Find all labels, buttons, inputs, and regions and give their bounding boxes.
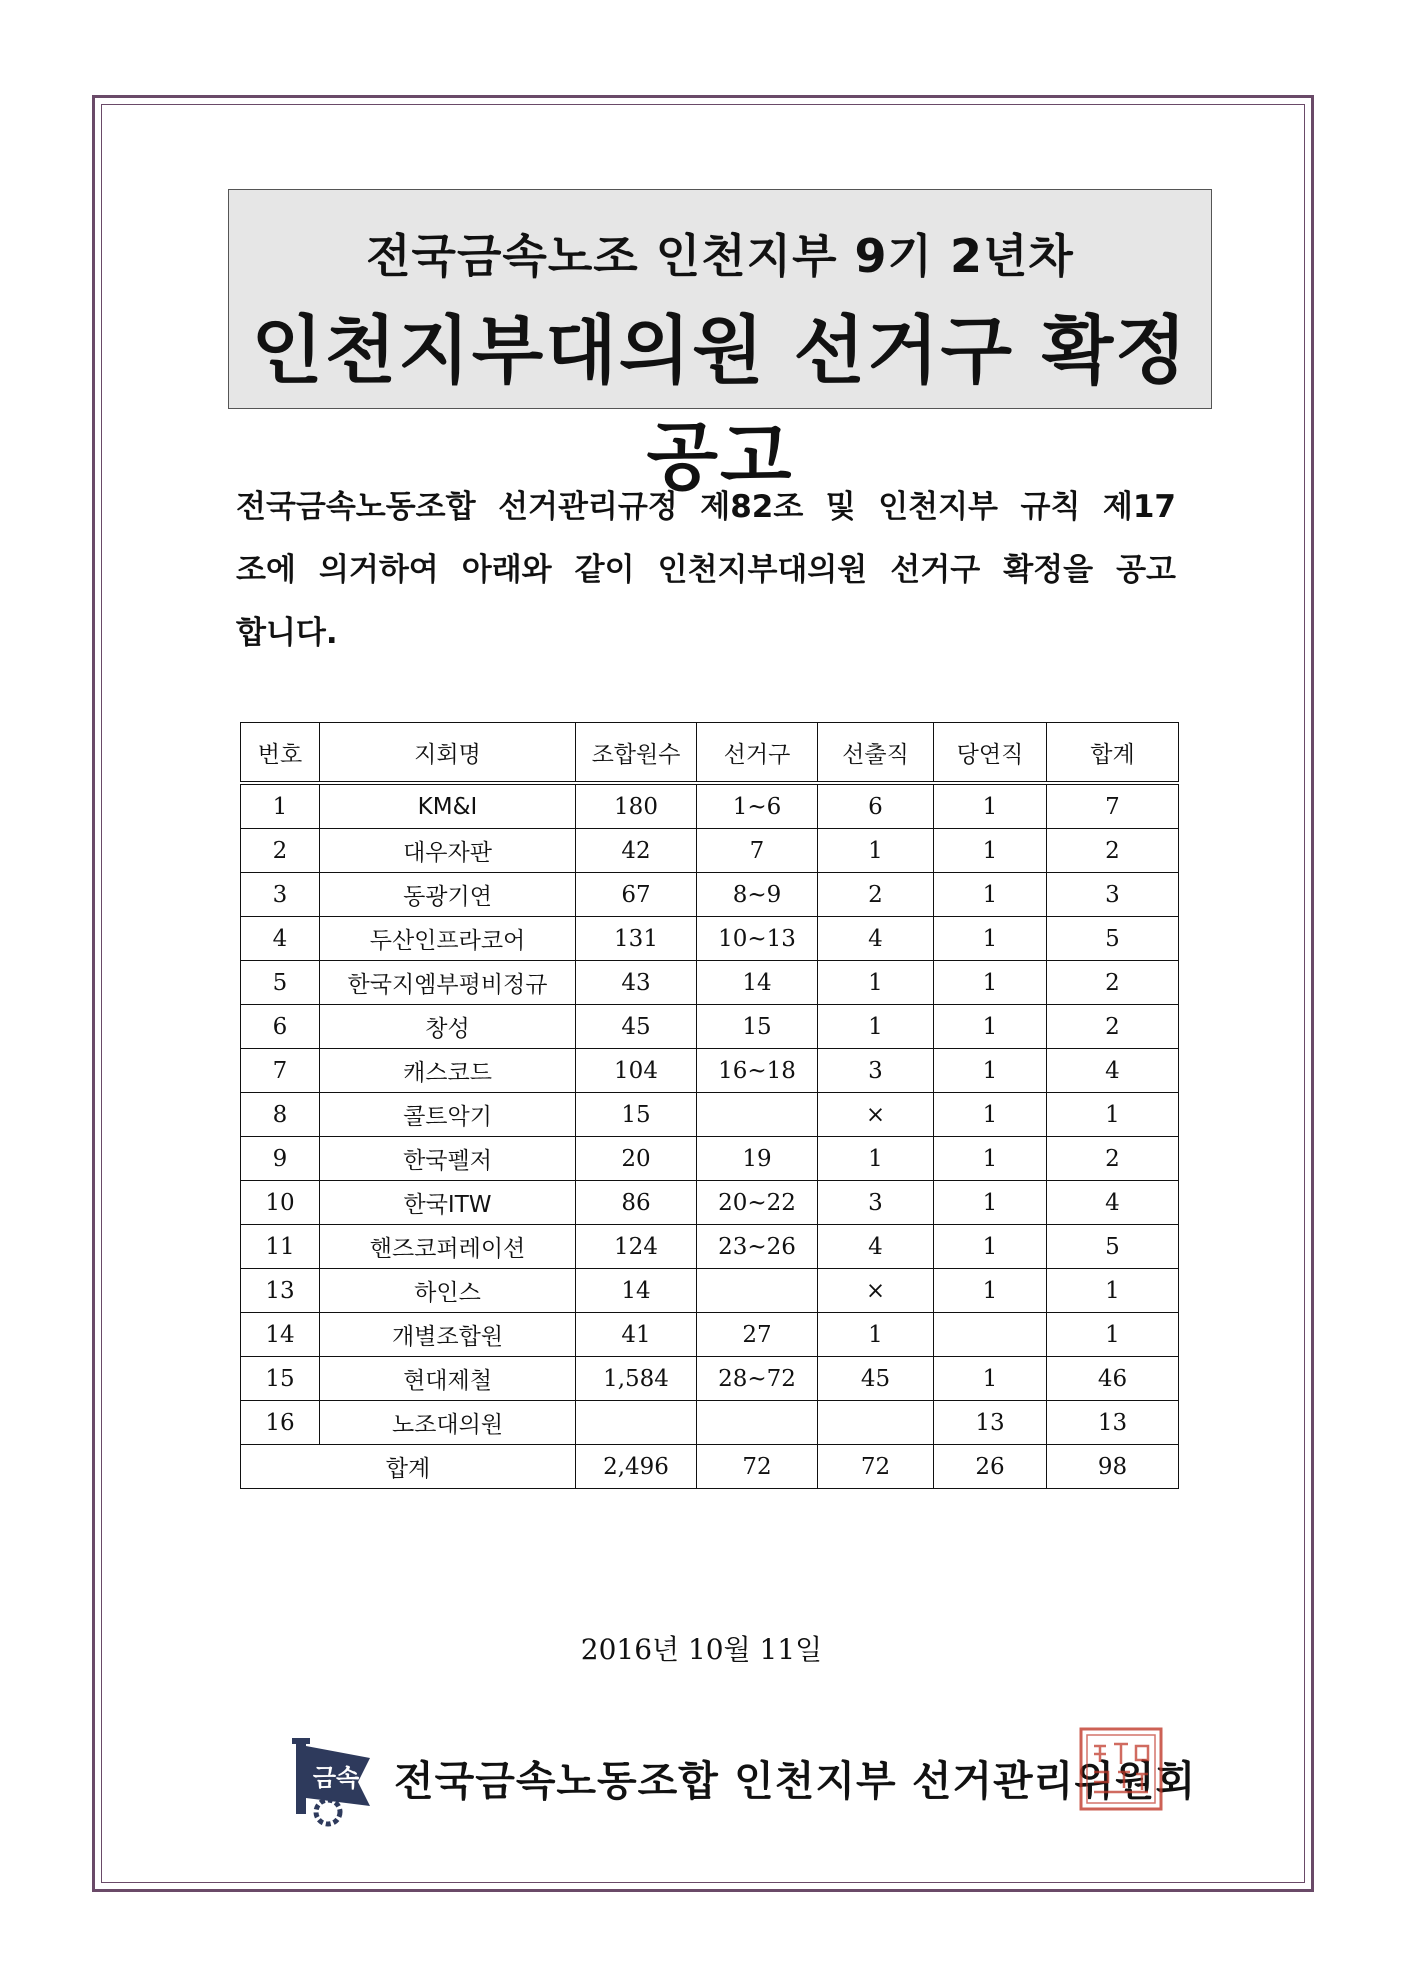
cell-total: 2 xyxy=(1047,1137,1179,1181)
cell-district: 23~26 xyxy=(697,1225,818,1269)
cell-elected: 1 xyxy=(818,1137,934,1181)
table-row xyxy=(241,783,1179,829)
cell-number: 13 xyxy=(241,1269,320,1313)
cell-total: 7 xyxy=(1047,783,1179,829)
cell-elected: 4 xyxy=(818,917,934,961)
table-row xyxy=(241,1401,1179,1445)
cell-ex-officio: 1 xyxy=(934,1005,1047,1049)
cell-elected: 1 xyxy=(818,1005,934,1049)
notice-line-3: 합니다. xyxy=(236,615,338,651)
district-table xyxy=(240,722,1179,1489)
cell-members: 20 xyxy=(576,1137,697,1181)
cell-branch-name: 핸즈코퍼레이션 xyxy=(320,1225,576,1269)
total-ex-officio: 26 xyxy=(934,1445,1047,1489)
title-line-2: 인천지부대의원 선거구 확정공고 xyxy=(251,308,1189,500)
cell-total: 2 xyxy=(1047,961,1179,1005)
table-row xyxy=(241,1357,1179,1401)
cell-branch-name: 창성 xyxy=(320,1005,576,1049)
cell-members: 45 xyxy=(576,1005,697,1049)
cell-district: 20~22 xyxy=(697,1181,818,1225)
cell-district: 14 xyxy=(697,961,818,1005)
metal-union-logo-icon xyxy=(278,1728,378,1828)
cell-members: 86 xyxy=(576,1181,697,1225)
table-row xyxy=(241,1005,1179,1049)
cell-ex-officio: 1 xyxy=(934,917,1047,961)
cell-ex-officio: 1 xyxy=(934,873,1047,917)
table-row xyxy=(241,917,1179,961)
table-row xyxy=(241,1181,1179,1225)
cell-elected: × xyxy=(818,1093,934,1137)
cell-number: 3 xyxy=(241,873,320,917)
cell-district: 19 xyxy=(697,1137,818,1181)
cell-members: 67 xyxy=(576,873,697,917)
cell-branch-name: 한국펠저 xyxy=(320,1137,576,1181)
cell-total: 5 xyxy=(1047,917,1179,961)
cell-elected: 1 xyxy=(818,829,934,873)
committee-name: 전국금속노동조합 인천지부 선거관리위원회 xyxy=(394,1757,1197,1805)
cell-ex-officio: 1 xyxy=(934,1181,1047,1225)
cell-elected: 1 xyxy=(818,961,934,1005)
table-row xyxy=(241,1225,1179,1269)
cell-members: 15 xyxy=(576,1093,697,1137)
cell-total: 13 xyxy=(1047,1401,1179,1445)
header-branch-name: 지회명 xyxy=(320,723,576,784)
cell-members: 124 xyxy=(576,1225,697,1269)
committee-seal-stamp-icon xyxy=(1078,1726,1164,1812)
cell-members: 14 xyxy=(576,1269,697,1313)
cell-elected: 1 xyxy=(818,1313,934,1357)
table-row xyxy=(241,1093,1179,1137)
cell-total: 1 xyxy=(1047,1269,1179,1313)
header-total: 합계 xyxy=(1047,723,1179,784)
cell-number: 10 xyxy=(241,1181,320,1225)
cell-branch-name: 한국지엠부평비정규 xyxy=(320,961,576,1005)
cell-total: 2 xyxy=(1047,829,1179,873)
header-members: 조합원수 xyxy=(576,723,697,784)
cell-ex-officio: 1 xyxy=(934,1093,1047,1137)
cell-district: 8~9 xyxy=(697,873,818,917)
cell-number: 15 xyxy=(241,1357,320,1401)
cell-members: 41 xyxy=(576,1313,697,1357)
cell-district: 10~13 xyxy=(697,917,818,961)
cell-elected: 2 xyxy=(818,873,934,917)
cell-ex-officio: 1 xyxy=(934,1049,1047,1093)
cell-ex-officio: 1 xyxy=(934,1225,1047,1269)
cell-number: 11 xyxy=(241,1225,320,1269)
table-header-row xyxy=(241,723,1179,784)
cell-members: 42 xyxy=(576,829,697,873)
cell-district xyxy=(697,1269,818,1313)
cell-district: 1~6 xyxy=(697,783,818,829)
cell-number: 8 xyxy=(241,1093,320,1137)
cell-members: 180 xyxy=(576,783,697,829)
table-row xyxy=(241,829,1179,873)
total-members: 2,496 xyxy=(576,1445,697,1489)
total-elected: 72 xyxy=(818,1445,934,1489)
cell-branch-name: 개별조합원 xyxy=(320,1313,576,1357)
cell-total: 4 xyxy=(1047,1181,1179,1225)
header-ex-officio: 당연직 xyxy=(934,723,1047,784)
cell-members: 104 xyxy=(576,1049,697,1093)
table-row xyxy=(241,1313,1179,1357)
cell-total: 46 xyxy=(1047,1357,1179,1401)
cell-total: 1 xyxy=(1047,1313,1179,1357)
cell-number: 9 xyxy=(241,1137,320,1181)
cell-number: 6 xyxy=(241,1005,320,1049)
table-row xyxy=(241,1049,1179,1093)
cell-elected: 3 xyxy=(818,1049,934,1093)
cell-ex-officio: 1 xyxy=(934,961,1047,1005)
cell-ex-officio: 1 xyxy=(934,1357,1047,1401)
cell-total: 3 xyxy=(1047,873,1179,917)
table-row xyxy=(241,1137,1179,1181)
cell-number: 14 xyxy=(241,1313,320,1357)
cell-elected: 45 xyxy=(818,1357,934,1401)
logo-text: 금속 xyxy=(312,1764,360,1792)
cell-elected: 4 xyxy=(818,1225,934,1269)
cell-district: 15 xyxy=(697,1005,818,1049)
cell-branch-name: 대우자판 xyxy=(320,829,576,873)
cell-ex-officio: 1 xyxy=(934,1269,1047,1313)
cell-elected: 6 xyxy=(818,783,934,829)
cell-number: 5 xyxy=(241,961,320,1005)
notice-line-1: 전국금속노동조합 선거관리규정 제82조 및 인천지부 규칙 제17 xyxy=(236,489,1176,525)
table-total-row xyxy=(241,1445,1179,1489)
cell-district: 27 xyxy=(697,1313,818,1357)
title-line-1: 전국금속노조 인천지부 9기 2년차 xyxy=(366,229,1074,283)
cell-district: 7 xyxy=(697,829,818,873)
cell-branch-name: 두산인프라코어 xyxy=(320,917,576,961)
total-district: 72 xyxy=(697,1445,818,1489)
cell-number: 7 xyxy=(241,1049,320,1093)
cell-members: 131 xyxy=(576,917,697,961)
cell-branch-name: KM&I xyxy=(320,783,576,829)
table-row xyxy=(241,961,1179,1005)
cell-total: 4 xyxy=(1047,1049,1179,1093)
cell-district xyxy=(697,1401,818,1445)
cell-total: 5 xyxy=(1047,1225,1179,1269)
cell-number: 1 xyxy=(241,783,320,829)
cell-district xyxy=(697,1093,818,1137)
cell-elected: 3 xyxy=(818,1181,934,1225)
cell-branch-name: 콜트악기 xyxy=(320,1093,576,1137)
cell-branch-name: 현대제철 xyxy=(320,1357,576,1401)
cell-elected: × xyxy=(818,1269,934,1313)
table-row xyxy=(241,1269,1179,1313)
header-number: 번호 xyxy=(241,723,320,784)
cell-ex-officio xyxy=(934,1313,1047,1357)
cell-branch-name: 캐스코드 xyxy=(320,1049,576,1093)
cell-members: 43 xyxy=(576,961,697,1005)
title-box xyxy=(228,189,1212,500)
cell-branch-name: 노조대의원 xyxy=(320,1401,576,1445)
cell-elected xyxy=(818,1401,934,1445)
header-district: 선거구 xyxy=(697,723,818,784)
total-label: 합계 xyxy=(241,1445,576,1489)
cell-ex-officio: 13 xyxy=(934,1401,1047,1445)
cell-total: 2 xyxy=(1047,1005,1179,1049)
cell-members: 1,584 xyxy=(576,1357,697,1401)
header-elected: 선출직 xyxy=(818,723,934,784)
cell-district: 28~72 xyxy=(697,1357,818,1401)
table-row xyxy=(241,873,1179,917)
cell-branch-name: 한국ITW xyxy=(320,1181,576,1225)
cell-number: 4 xyxy=(241,917,320,961)
cell-district: 16~18 xyxy=(697,1049,818,1093)
cell-members xyxy=(576,1401,697,1445)
cell-ex-officio: 1 xyxy=(934,1137,1047,1181)
notice-date: 2016년 10월 11일 xyxy=(580,1633,823,1666)
cell-number: 16 xyxy=(241,1401,320,1445)
notice-body xyxy=(236,476,1176,665)
cell-branch-name: 동광기연 xyxy=(320,873,576,917)
notice-line-2: 조에 의거하여 아래와 같이 인천지부대의원 선거구 확정을 공고 xyxy=(236,552,1176,588)
cell-ex-officio: 1 xyxy=(934,829,1047,873)
cell-branch-name: 하인스 xyxy=(320,1269,576,1313)
cell-total: 1 xyxy=(1047,1093,1179,1137)
cell-ex-officio: 1 xyxy=(934,783,1047,829)
total-sum: 98 xyxy=(1047,1445,1179,1489)
cell-number: 2 xyxy=(241,829,320,873)
